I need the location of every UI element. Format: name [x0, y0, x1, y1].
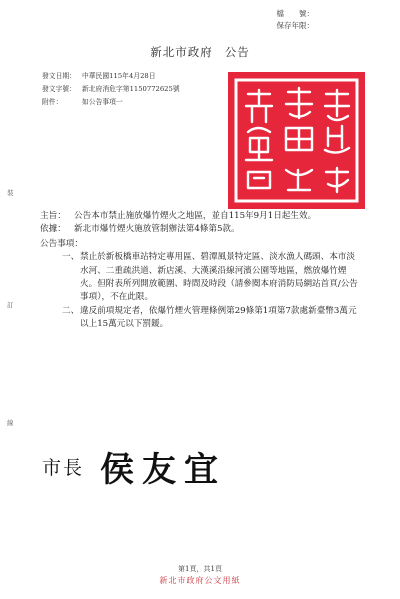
binding-mark: 裝	[7, 189, 14, 197]
item-text: 禁止於新板橋車站特定專用區、碧潭風景特定區、淡水漁人碼頭、本市淡水河、二重疏洪道、新店溪、大漢溪沿線河濱公園等地區，燃放爆竹煙火。但附表所列開放範圍、時間及時段（請參閱本府消防局網站首頁/公告事項），不在此限。	[80, 252, 358, 303]
official-seal-stamp	[228, 72, 365, 209]
basis-label: 依據：	[40, 224, 66, 235]
attachment-label: 附件：	[42, 98, 63, 106]
notice-body	[40, 210, 360, 332]
item-text: 違反前項規定者，依爆竹煙火管理條例第29條第1項第7款處新臺幣3萬元以上15萬元以下罰鍰。	[80, 305, 357, 330]
basis-text: 新北市爆竹煙火施放管制辦法第4條第5款。	[74, 224, 240, 235]
item-number: 一、	[62, 252, 80, 263]
document-meta	[42, 70, 180, 109]
issue-date-label: 發文日期：	[42, 72, 76, 80]
announcement-item	[62, 251, 360, 305]
basis-paragraph	[40, 223, 360, 236]
attachment-value: 如公告事項一	[82, 98, 123, 106]
official-paper-label: 新北市政府公文用紙	[159, 576, 241, 585]
mayor-signature: 侯友宜	[100, 450, 227, 490]
mayor-signature-block	[42, 442, 226, 491]
announcement-items-label: 公告事項：	[40, 238, 83, 249]
document-type: 公告	[224, 45, 250, 59]
subject-text: 公告本市禁止施放爆竹煙火之地區，並自115年9月1日起生效。	[74, 211, 317, 221]
seal-glyph-art	[228, 72, 365, 209]
subject-label: 主旨：	[40, 211, 66, 221]
item-number: 二、	[62, 305, 80, 316]
announcement-item	[62, 305, 360, 332]
reference-number-value: 新北府消危字第1150772625號	[82, 85, 180, 93]
subject-paragraph	[40, 210, 360, 223]
archive-info	[270, 8, 360, 32]
reference-number-label: 發文字號：	[42, 85, 76, 93]
mayor-title: 市長	[42, 457, 85, 479]
retention-label: 保存年限：	[276, 21, 314, 30]
binding-mark: 訂	[7, 301, 14, 309]
issue-date-value: 中華民國115年4月28日	[82, 72, 156, 80]
binding-mark: 線	[7, 419, 14, 427]
page-title	[0, 44, 400, 60]
issuing-organization: 新北市政府	[150, 45, 213, 59]
file-number-label: 檔 號：	[276, 9, 314, 18]
page-indicator: 第1頁，共1頁	[178, 565, 222, 573]
